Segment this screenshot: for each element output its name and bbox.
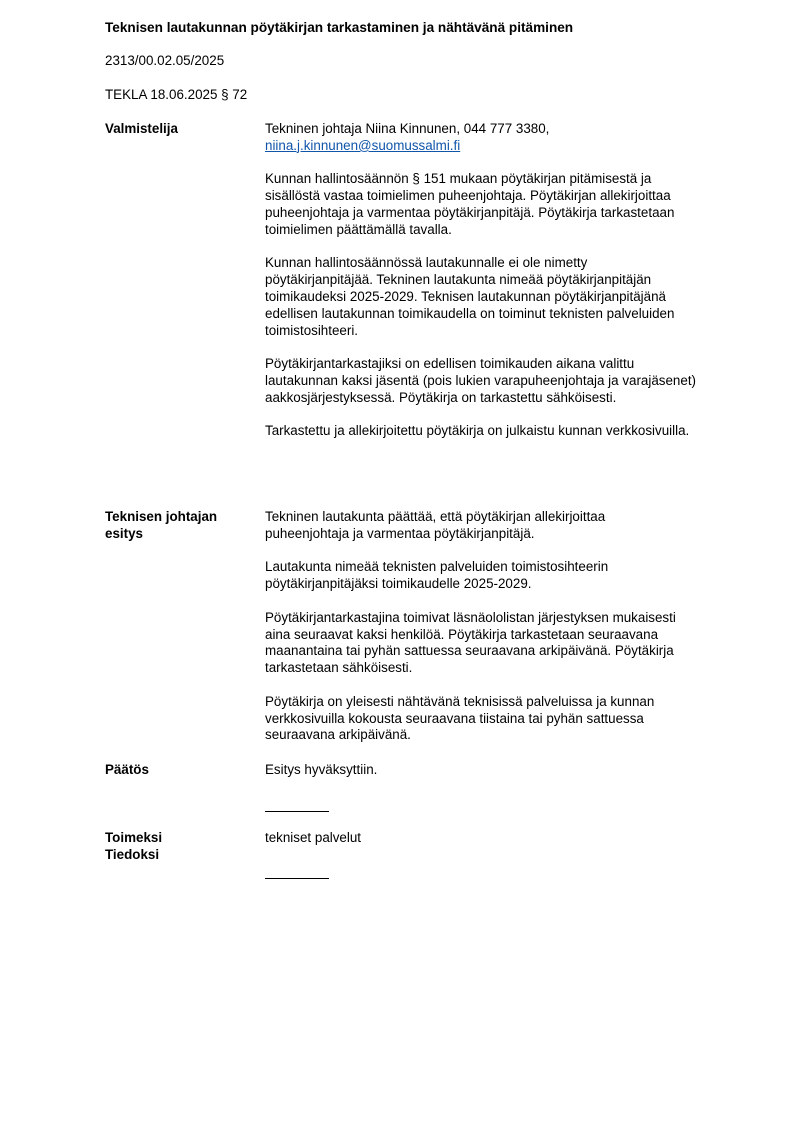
- preparer-email-link[interactable]: niina.j.kinnunen@suomussalmi.fi: [265, 137, 461, 153]
- text-line: verkkosivuilla kokousta seuraavana tiistaina tai pyhän sattuessa: [265, 710, 644, 726]
- preparer-info: [265, 121, 745, 155]
- case-id: 2313/00.02.05/2025: [105, 53, 225, 68]
- paragraph: [265, 171, 745, 238]
- text-line: aina seuraavat kaksi henkilöä. Pöytäkirja tarkastetaan seuraavana: [265, 626, 659, 642]
- paragraph: [265, 610, 745, 677]
- label-text: esitys: [105, 525, 143, 541]
- section-content-valmistelija: [265, 121, 745, 440]
- section-label-valmistelija: [105, 121, 255, 138]
- paragraph: [265, 694, 745, 744]
- paragraph: [265, 356, 745, 406]
- preparer-line: Tekninen johtaja Niina Kinnunen, 044 777 3380,: [265, 121, 550, 136]
- document-title: Teknisen lautakunnan pöytäkirjan tarkastaminen ja nähtävänä pitäminen: [105, 20, 574, 35]
- text-line: toimielimen päättämällä tavalla.: [265, 221, 452, 237]
- text-line: puheenjohtaja ja varmentaa pöytäkirjanpitäjä. Pöytäkirja tarkastetaan: [265, 204, 675, 220]
- recipient-text: tekniset palvelut: [265, 830, 362, 845]
- section-content-paatos: [265, 762, 745, 779]
- text-line: sisällöstä vastaa toimielimen puheenjohtaja. Pöytäkirjan allekirjoittaa: [265, 188, 671, 204]
- decision-text: Esitys hyväksyttiin.: [265, 762, 378, 777]
- paragraph: [265, 423, 745, 440]
- text-line: tarkastetaan sähköisesti.: [265, 660, 413, 676]
- label-text: Toimeksi: [105, 830, 163, 845]
- text-line: Tarkastettu ja allekirjoitettu pöytäkirja on julkaistu kunnan verkkosivuilla.: [265, 423, 690, 439]
- meeting-reference: TEKLA 18.06.2025 § 72: [105, 87, 248, 102]
- section-label-esitys: [105, 509, 255, 543]
- section-content-esitys: [265, 509, 745, 744]
- text-line: pöytäkirjanpitäjää. Tekninen lautakunta nimeää pöytäkirjanpitäjän: [265, 272, 652, 288]
- text-line: puheenjohtaja ja varmentaa pöytäkirjanpitäjä.: [265, 525, 535, 541]
- text-line: edellisen lautakunnan toimikaudella on toiminut teknisten palveluiden: [265, 305, 675, 321]
- text-line: Pöytäkirja on yleisesti nähtävänä teknisissä palveluissa ja kunnan: [265, 693, 655, 709]
- text-line: toimistosihteeri.: [265, 322, 359, 338]
- label-text: Teknisen johtajan: [105, 509, 218, 524]
- text-line: Kunnan hallintosäännössä lautakunnalle ei ole nimetty: [265, 255, 588, 271]
- text-line: aakkosjärjestyksessä. Pöytäkirja on tarkastettu sähköisesti.: [265, 389, 617, 405]
- text-line: Tekninen lautakunta päättää, että pöytäkirjan allekirjoittaa: [265, 509, 606, 524]
- section-label-paatos: [105, 762, 255, 779]
- paragraph: [265, 509, 745, 543]
- text-line: lautakunnan kaksi jäsentä (pois lukien varapuheenjohtaja ja varajäsenet): [265, 372, 697, 388]
- label-text: Päätös: [105, 762, 149, 777]
- text-line: Lautakunta nimeää teknisten palveluiden toimistosihteerin: [265, 559, 609, 575]
- section-label-toimeksi: [105, 830, 255, 864]
- section-content-toimeksi: [265, 830, 745, 847]
- text-line: seuraavana arkipäivänä.: [265, 727, 411, 743]
- text-line: Kunnan hallintosäännön § 151 mukaan pöytäkirjan pitämisestä ja: [265, 171, 652, 187]
- text-line: Pöytäkirjantarkastajina toimivat läsnäololistan järjestyksen mukaisesti: [265, 609, 676, 625]
- paragraph: [265, 255, 745, 339]
- text-line: Pöytäkirjantarkastajiksi on edellisen toimikauden aikana valittu: [265, 356, 635, 372]
- text-line: pöytäkirjanpitäjäksi toimikaudelle 2025-2029.: [265, 576, 532, 592]
- text-line: maanantaina tai pyhän sattuessa seuraavana arkipäivänä. Pöytäkirja: [265, 643, 674, 659]
- separator-line: [265, 878, 329, 879]
- text-line: toimikaudeksi 2025-2029. Teknisen lautakunnan pöytäkirjanpitäjänä: [265, 288, 666, 304]
- label-text: Valmistelija: [105, 121, 178, 136]
- separator-line: [265, 811, 329, 812]
- label-text: Tiedoksi: [105, 846, 160, 862]
- paragraph: [265, 559, 745, 593]
